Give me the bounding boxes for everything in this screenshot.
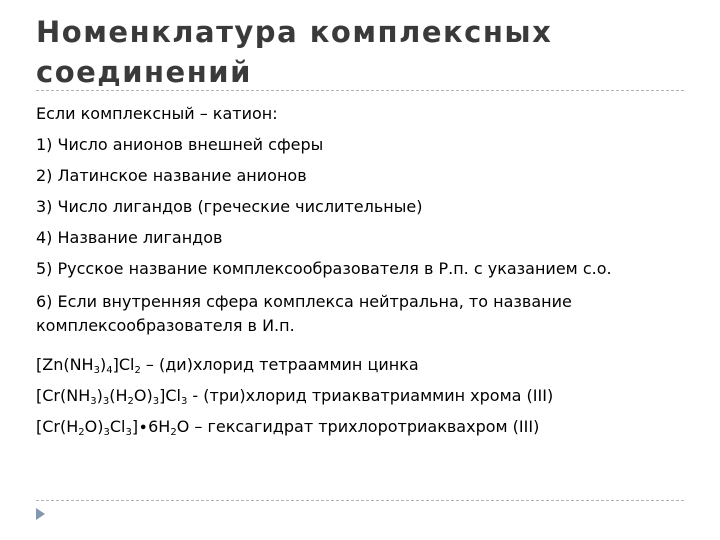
rule-line-2: 2) Латинское название анионов (36, 166, 307, 185)
bottom-divider (36, 500, 684, 501)
formula: $[Zn(NH_3)_4]Cl_2$ (36, 355, 141, 376)
example-line-2 (36, 386, 686, 406)
compound-name: – (ди)хлорид тетрааммин цинка (140, 355, 419, 374)
rule-line-6: 6) Если внутренняя сфера комплекса нейтральна, то название комплексообразователя в И.п. (36, 292, 572, 335)
compound-name: - (три)хлорид триакватриаммин хрома (III) (187, 386, 554, 405)
formula: $[Cr(H_2O)_3Cl_3]\cdot 6H_2O$ (36, 417, 190, 438)
compound-name: – гексагидрат трихлоротриаквахром (III) (189, 417, 540, 436)
rule-line-5: 5) Русское название комплексообразователя в Р.п. с указанием с.о. (36, 259, 612, 278)
triangle-right-icon (36, 508, 45, 520)
formula: $[Cr(NH_3)_3(H_2O)_3]Cl_3$ (36, 386, 188, 407)
example-line-1 (36, 355, 686, 375)
intro-line: Если комплексный – катион: (36, 104, 278, 123)
rule-line-1: 1) Число анионов внешней сферы (36, 135, 324, 154)
slide-body (36, 104, 686, 448)
rule-line-3: 3) Число лигандов (греческие числительные) (36, 197, 423, 216)
rule-line-4: 4) Название лигандов (36, 228, 223, 247)
slide-title: Номенклатура комплексных соединений (36, 15, 553, 89)
top-divider (36, 90, 684, 91)
example-line-3 (36, 417, 686, 437)
